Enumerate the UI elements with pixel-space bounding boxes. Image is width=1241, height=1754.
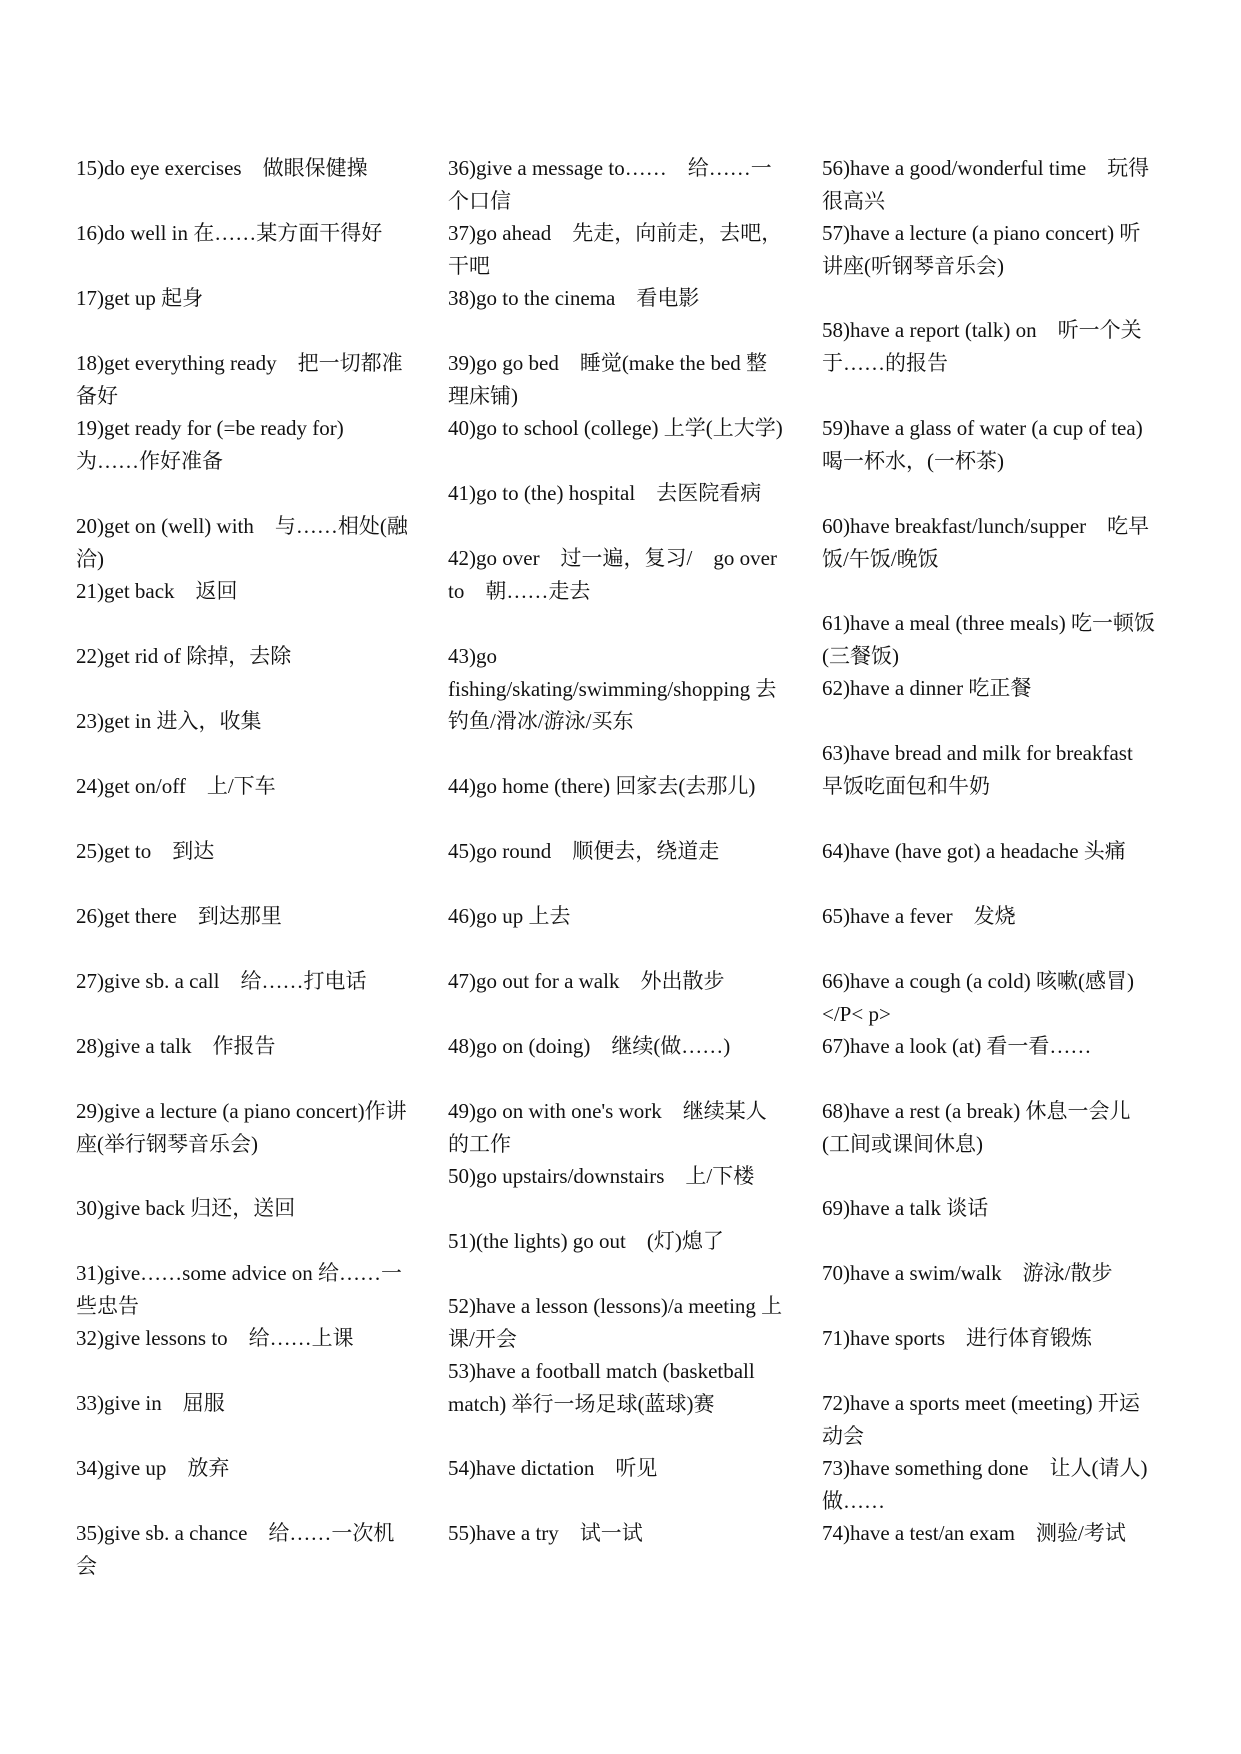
phrase-entry: 23)get in 进入，收集 — [76, 709, 262, 733]
phrase-entry: 20)get on (well) with 与……相处(融洽) — [76, 514, 408, 571]
phrase-entry: 28)give a talk 作报告 — [76, 1034, 276, 1058]
phrase-entry: 52)have a lesson (lessons)/a meeting 上课/开会 — [448, 1294, 783, 1351]
phrase-entry: 46)go up 上去 — [448, 904, 571, 928]
phrase-entry: 41)go to (the) hospital 去医院看病 — [448, 481, 762, 505]
phrase-entry: 48)go on (doing) 继续(做……) — [448, 1034, 731, 1058]
phrase-entry: 21)get back 返回 — [76, 579, 238, 603]
phrase-entry: 47)go out for a walk 外出散步 — [448, 969, 725, 993]
phrase-entry: 50)go upstairs/downstairs 上/下楼 — [448, 1164, 755, 1188]
phrase-entry: 60)have breakfast/lunch/supper 吃早饭/午饭/晚饭 — [822, 514, 1150, 571]
phrase-entry: 24)get on/off 上/下车 — [76, 774, 276, 798]
phrase-entry: 54)have dictation 听见 — [448, 1456, 658, 1480]
phrase-entry: 74)have a test/an exam 测验/考试 — [822, 1521, 1126, 1545]
phrase-entry: 61)have a meal (three meals) 吃一顿饭(三餐饭) — [822, 611, 1155, 668]
phrase-entry: 36)give a message to…… 给……一个口信 — [448, 156, 772, 213]
phrase-entry: 30)give back 归还，送回 — [76, 1196, 296, 1220]
phrase-entry: 27)give sb. a call 给……打电话 — [76, 969, 367, 993]
phrase-entry: 58)have a report (talk) on 听一个关于……的报告 — [822, 318, 1142, 375]
phrase-entry: 33)give in 屈服 — [76, 1391, 225, 1415]
phrase-entry: 55)have a try 试一试 — [448, 1521, 643, 1545]
phrase-entry: 71)have sports 进行体育锻炼 — [822, 1326, 1093, 1350]
phrase-entry: 43)go fishing/skating/swimming/shopping 去钓鱼/滑冰/游泳/买东 — [448, 644, 777, 733]
phrase-entry: 35)give sb. a chance 给……一次机会 — [76, 1521, 395, 1578]
phrase-entry: 37)go ahead 先走，向前走，去吧，干吧 — [448, 221, 783, 278]
phrase-entry: 40)go to school (college) 上学(上大学) — [448, 416, 783, 440]
phrase-entry: 19)get ready for (=be ready for) 为……作好准备 — [76, 416, 344, 473]
phrase-entry: 25)get to 到达 — [76, 839, 215, 863]
phrase-entry: 56)have a good/wonderful time 玩得很高兴 — [822, 156, 1150, 213]
phrase-entry: 49)go on with one's work 继续某人的工作 — [448, 1099, 767, 1156]
phrase-entry: 69)have a talk 谈话 — [822, 1196, 989, 1220]
phrase-entry: 42)go over 过一遍，复习/ go over to 朝……走去 — [448, 546, 777, 603]
phrase-entry: 45)go round 顺便去，绕道走 — [448, 839, 720, 863]
phrase-entry: 63)have bread and milk for breakfast 早饭吃面包和牛奶 — [822, 741, 1133, 798]
phrase-entry: 68)have a rest (a break) 休息一会儿(工间或课间休息) — [822, 1099, 1131, 1156]
phrase-entry: 44)go home (there) 回家去(去那儿) — [448, 774, 756, 798]
phrase-entry: 72)have a sports meet (meeting) 开运动会 — [822, 1391, 1140, 1448]
phrase-entry: 31)give……some advice on 给……一些忠告 — [76, 1261, 403, 1318]
phrase-entry: 64)have (have got) a headache 头痛 — [822, 839, 1126, 863]
phrase-entry: 62)have a dinner 吃正餐 — [822, 676, 1032, 700]
phrase-entry: 65)have a fever 发烧 — [822, 904, 1016, 928]
phrase-entry: 57)have a lecture (a piano concert) 听讲座(听钢琴音乐会) — [822, 221, 1141, 278]
phrase-entry: 51)(the lights) go out (灯)熄了 — [448, 1229, 724, 1253]
phrase-entry: 59)have a glass of water (a cup of tea) 喝一杯水，(一杯茶) — [822, 416, 1143, 473]
phrase-entry: 29)give a lecture (a piano concert)作讲座(举行钢琴音乐会) — [76, 1099, 407, 1156]
phrase-entry: 26)get there 到达那里 — [76, 904, 282, 928]
phrase-entry: 70)have a swim/walk 游泳/散步 — [822, 1261, 1113, 1285]
phrase-entry: 32)give lessons to 给……上课 — [76, 1326, 354, 1350]
phrase-entry: 17)get up 起身 — [76, 286, 204, 310]
phrase-entry: 15)do eye exercises 做眼保健操 — [76, 156, 368, 180]
phrase-entry: 16)do well in 在……某方面干得好 — [76, 221, 383, 245]
phrase-entry: 22)get rid of 除掉，去除 — [76, 644, 292, 668]
phrase-entry: 67)have a look (at) 看一看…… — [822, 1034, 1092, 1058]
phrase-entry: 66)have a cough (a cold) 咳嗽(感冒)</P< p> — [822, 969, 1134, 1026]
phrase-entry: 39)go go bed 睡觉(make the bed 整理床铺) — [448, 351, 768, 408]
phrase-entry: 38)go to the cinema 看电影 — [448, 286, 700, 310]
phrase-entry: 53)have a football match (basketball match) 举行一场足球(蓝球)赛 — [448, 1359, 755, 1416]
phrase-entry: 34)give up 放弃 — [76, 1456, 230, 1480]
phrase-entry: 18)get everything ready 把一切都准备好 — [76, 351, 403, 408]
phrase-entry: 73)have something done 让人(请人)做…… — [822, 1456, 1148, 1513]
